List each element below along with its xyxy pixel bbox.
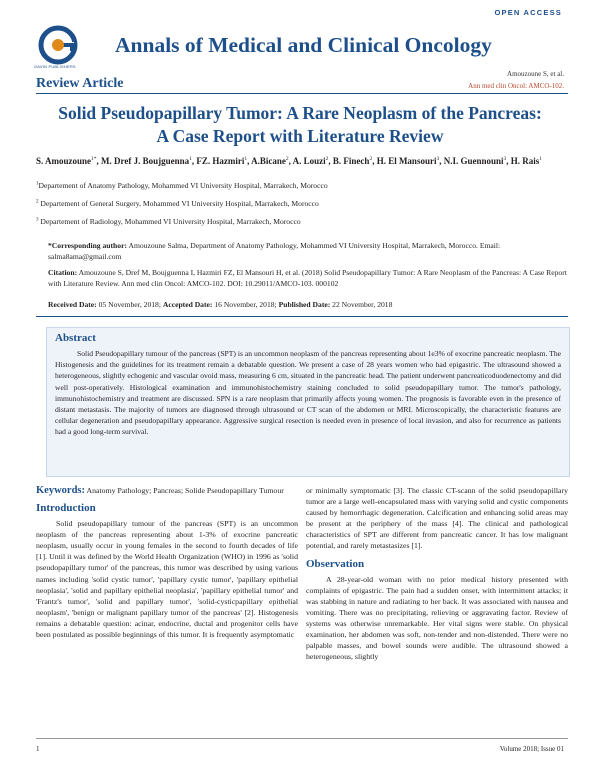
affiliation: $^2$ Departement of General Surgery, Mohammed VI University Hospital, Marrakech, Morocco <box>36 199 319 208</box>
corresponding-author: *Corresponding author: Amouzoune Salma, Department of Anatomy Pathology, Mohammed VI University Hospital, Marrakech, Morocco. Email: salma8ama@gmail.com <box>48 241 501 261</box>
keywords <box>36 485 298 496</box>
gavin-publishers-logo <box>38 25 78 65</box>
affiliation: $^3$ Departement of Radiology, Mohammed VI University Hospital, Marrakech, Morocco <box>36 217 301 226</box>
keywords-text: Anatomy Pathology; Pancreas; Solide Pseudopapillary Tumour <box>86 486 284 495</box>
paper-title-line2: A Case Report with Literature Review <box>156 126 444 146</box>
right-column <box>306 485 568 662</box>
introduction-heading: Introduction <box>36 502 96 514</box>
introduction-text: Solid pseudopapillary tumour of the pancreas (SPT) is an uncommon neoplasm of the pancreas representing about 1-3% of exocrine pancreatic neoplasm, usually occur in young females in the second to fourth decades of life [1]. Until it was defined by the World Health Organization (WHO) in 1996 as 'solid pseudopapillary tumor' of the pancreas, this tumor was described by using various names including 'solid cystic tumor', 'papillary cystic tumor', 'papillary epithelial neoplasia', 'solid and papillary epithelial neoplasia', 'papillary epithelial tumor' and 'Frantz's tumor', 'solid and papillary tumor', 'solid-cysticpapillary epithelial neoplasm', 'benign or malignant papillary tumor of the pancreas' [2]. Histogenesis remains a debatable question: acinar, endocrine, ductal and progenitor cells have been postulated as possible beginnings of this tumor. It is frequently asymptomatic <box>36 519 298 640</box>
author: H. Rais$^1$ <box>510 156 542 166</box>
abstract-text: Solid Pseudopapillary tumour of the pancreas (SPT) is an uncommon neoplasm of the pancreas representing about 1e3% of exocrine pancreatic neoplasm. The Histogenesis and the guidelines for its treatment remain a debatable question. We present a case of 28 years women who had epigastric. The ultrasound showed a heterogeneous, slightly echogenic and vascular ovoid mass, measuring 6 cm, situated in the pancreatic head. The patient underwent pancreaticoduodenectomy and did well post-operatively. Histological examination and immunohistochemistry staining concluded to solid pseudopapillary tumor. The tumor's pathology, immunohistochemistry and treatment are discussed. SPN is a rare neoplasm that primarily affects young women. The prognosis is favorable even in the presence of distant metastasis. The majority of tumors are diagnosed through ultrasound or CT scan of the abdomen or MRI. Microscopically, the characteristic features are cellular degeneration and pseudopapillary appearance. Aggressive surgical resection is needed even in presence of local invasion, and also for recurrence as patients had a good long-term survival. <box>55 349 561 437</box>
paper-title-line1: Solid Pseudopapillary Tumor: A Rare Neoplasm of the Pancreas: <box>58 103 542 123</box>
volume-issue: Volume 2018; Issue 01 <box>499 745 564 753</box>
doi-short: Ann med clin Oncol: AMCO-102. <box>468 82 564 90</box>
author: J. Boujguenna$^1$, <box>133 156 197 166</box>
header-divider <box>36 93 568 94</box>
author: A. Louzi$^2$, <box>292 156 333 166</box>
author: M. Dref <box>101 156 132 166</box>
observation-heading: Observation <box>306 557 365 570</box>
abstract-box <box>46 327 570 477</box>
open-access-label: OPEN ACCESS <box>494 8 562 17</box>
author: FZ. Hazmiri$^1$, <box>196 156 252 166</box>
publication-dates: Received Date: 05 November, 2018; Accepted Date: 16 November, 2018; Published Date: 22 November, 2018 <box>48 300 393 309</box>
introduction-continued: or minimally symptomatic [3]. The classic CT-scann of the solid pseudopapillary tumor are a large well-encapsulated mass with varying solid and cystic components caused by hemorrhagic degeneration. Calcification and enhancing solid areas may be present at the periphery of the mass [4]. The clinical and pathological characteristics of SPT are different from pancreatic cancer. It has low malignant potential, and rarely metastasizes [1]. <box>306 486 568 551</box>
author: H. El Mansouri$^3$, <box>376 156 444 166</box>
logo-caption: GAVIN PUBLISHERS <box>34 64 76 69</box>
observation-text: A 28-year-old woman with no prior medical history presented with complaints of epigastric. The pain had a sudden onset, with intermittent attacks; it was stabbing in nature and radiating to her back. It was associated with nausea and vomiting. There was no precipitating, relieving or aggravating factor. Review of systems was otherwise unremarkable. Her vital signs were stable. On physical examination, her abdomen was soft, non-tender and non-distended. There were no palpable masses, and bowel sounds were audible. The ultrasound showed a heterogeneous, slightly <box>306 574 568 662</box>
left-column <box>36 485 298 640</box>
paper-title <box>40 102 560 148</box>
author: A.Bicane$^2$, <box>251 156 293 166</box>
open-access-badge <box>494 8 562 17</box>
abstract-heading: Abstract <box>55 332 96 344</box>
author: B. Finech$^2$, <box>332 156 377 166</box>
article-type: Review Article <box>36 76 124 91</box>
keywords-label: Keywords: <box>36 485 85 496</box>
affiliation: $^1$Departement of Anatomy Pathology, Mohammed VI University Hospital, Marrakech, Morocco <box>36 181 328 190</box>
journal-title: Annals of Medical and Clinical Oncology <box>115 33 492 57</box>
author: N.I. Guennouni$^3$, <box>443 156 511 166</box>
author-short: Amouzoune S, et al. <box>507 70 564 78</box>
citation: Citation: Amouzoune S, Dref M, Boujguenna I, Hazmiri FZ, El Mansouri H, et al. (2018) Solid Pseudopapillary Tumor: A Rare Neoplasm of the Pancreas: A Case Report with Literature Review. Ann med clin Oncol: AMCO-102. DOI: 10.29011/AMCO-103. 000102 <box>48 268 567 288</box>
footer-divider <box>36 738 568 739</box>
author-list <box>36 153 568 167</box>
page-number: 1 <box>36 745 40 753</box>
section-divider <box>36 316 568 317</box>
author: S. Amouzoune$^{1*}$, <box>36 156 102 166</box>
